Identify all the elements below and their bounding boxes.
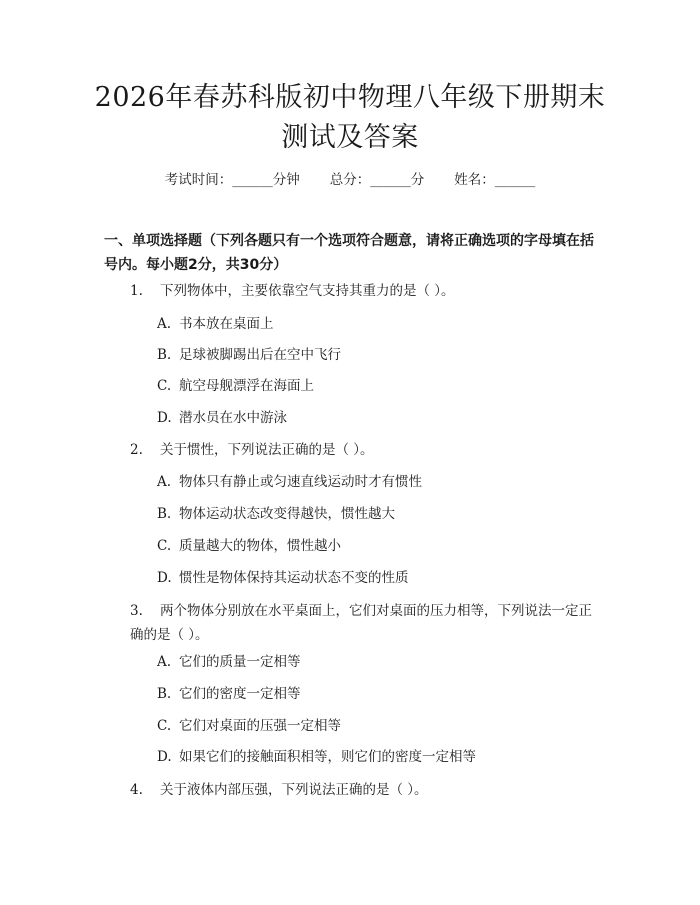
score-blank: ______ (370, 172, 411, 188)
section-heading: 一、单项选择题（下列各题只有一个选项符合题意，请将正确选项的字母填在括号内。每小题2分，共30分） (104, 233, 594, 273)
option-letter: D. (157, 570, 172, 586)
option-letter: B. (157, 686, 172, 702)
option-letter: C. (157, 378, 172, 394)
question-text: 关于液体内部压强，下列说法正确的是（ ）。 (160, 782, 428, 798)
option-3b (157, 684, 597, 704)
option-letter: B. (157, 347, 172, 363)
option-letter: C. (157, 538, 172, 554)
option-text: 航空母舰漂浮在海面上 (179, 378, 314, 394)
question-number: 3. (130, 603, 143, 619)
option-2c (157, 536, 597, 556)
option-3c (157, 716, 597, 736)
option-2a (157, 472, 597, 492)
option-text: 物体运动状态改变得越快，惯性越大 (179, 506, 395, 522)
score-label: 总分： (329, 172, 371, 188)
option-1b (157, 345, 597, 365)
option-letter: A. (157, 654, 172, 670)
question-text: 关于惯性，下列说法正确的是（ ）。 (160, 442, 374, 458)
time-unit: 分钟 (272, 172, 300, 188)
question-number: 2. (130, 442, 143, 458)
option-letter: D. (157, 410, 172, 426)
option-text: 它们对桌面的压强一定相等 (179, 718, 341, 734)
question-4 (130, 778, 600, 802)
exam-info-line (0, 168, 700, 188)
option-text: 它们的密度一定相等 (179, 686, 301, 702)
option-2d (157, 568, 597, 588)
name-label: 姓名： (454, 172, 495, 188)
option-text: 书本放在桌面上 (179, 316, 274, 332)
option-letter: B. (157, 506, 172, 522)
score-unit: 分 (410, 172, 425, 188)
option-2b (157, 504, 597, 524)
question-3 (130, 599, 600, 647)
time-blank: ______ (232, 172, 273, 188)
question-text: 下列物体中，主要依靠空气支持其重力的是（ ）。 (160, 283, 455, 299)
option-text: 物体只有静止或匀速直线运动时才有惯性 (179, 474, 422, 490)
time-label: 考试时间： (164, 172, 233, 188)
option-text: 潜水员在水中游泳 (179, 410, 287, 426)
question-2 (130, 438, 600, 462)
option-1c (157, 376, 597, 396)
option-1a (157, 314, 597, 334)
option-1d (157, 408, 597, 428)
option-3a (157, 652, 597, 672)
question-text: 两个物体分别放在水平桌面上，它们对桌面的压力相等，下列说法一定正确的是（ ）。 (130, 603, 592, 643)
option-text: 它们的质量一定相等 (179, 654, 301, 670)
question-number: 4. (130, 782, 143, 798)
option-letter: A. (157, 474, 172, 490)
option-letter: C. (157, 718, 172, 734)
option-text: 足球被脚踢出后在空中飞行 (179, 347, 341, 363)
question-1 (130, 279, 600, 303)
option-text: 惯性是物体保持其运动状态不变的性质 (179, 570, 409, 586)
page-title: 2026年春苏科版初中物理八年级下册期末测试及答案 (94, 82, 606, 153)
option-letter: A. (157, 316, 172, 332)
question-number: 1. (130, 283, 143, 299)
name-blank: ______ (494, 172, 536, 188)
option-letter: D. (157, 749, 172, 765)
option-text: 如果它们的接触面积相等，则它们的密度一定相等 (179, 749, 476, 765)
option-text: 质量越大的物体，惯性越小 (179, 538, 341, 554)
option-3d (157, 747, 597, 767)
